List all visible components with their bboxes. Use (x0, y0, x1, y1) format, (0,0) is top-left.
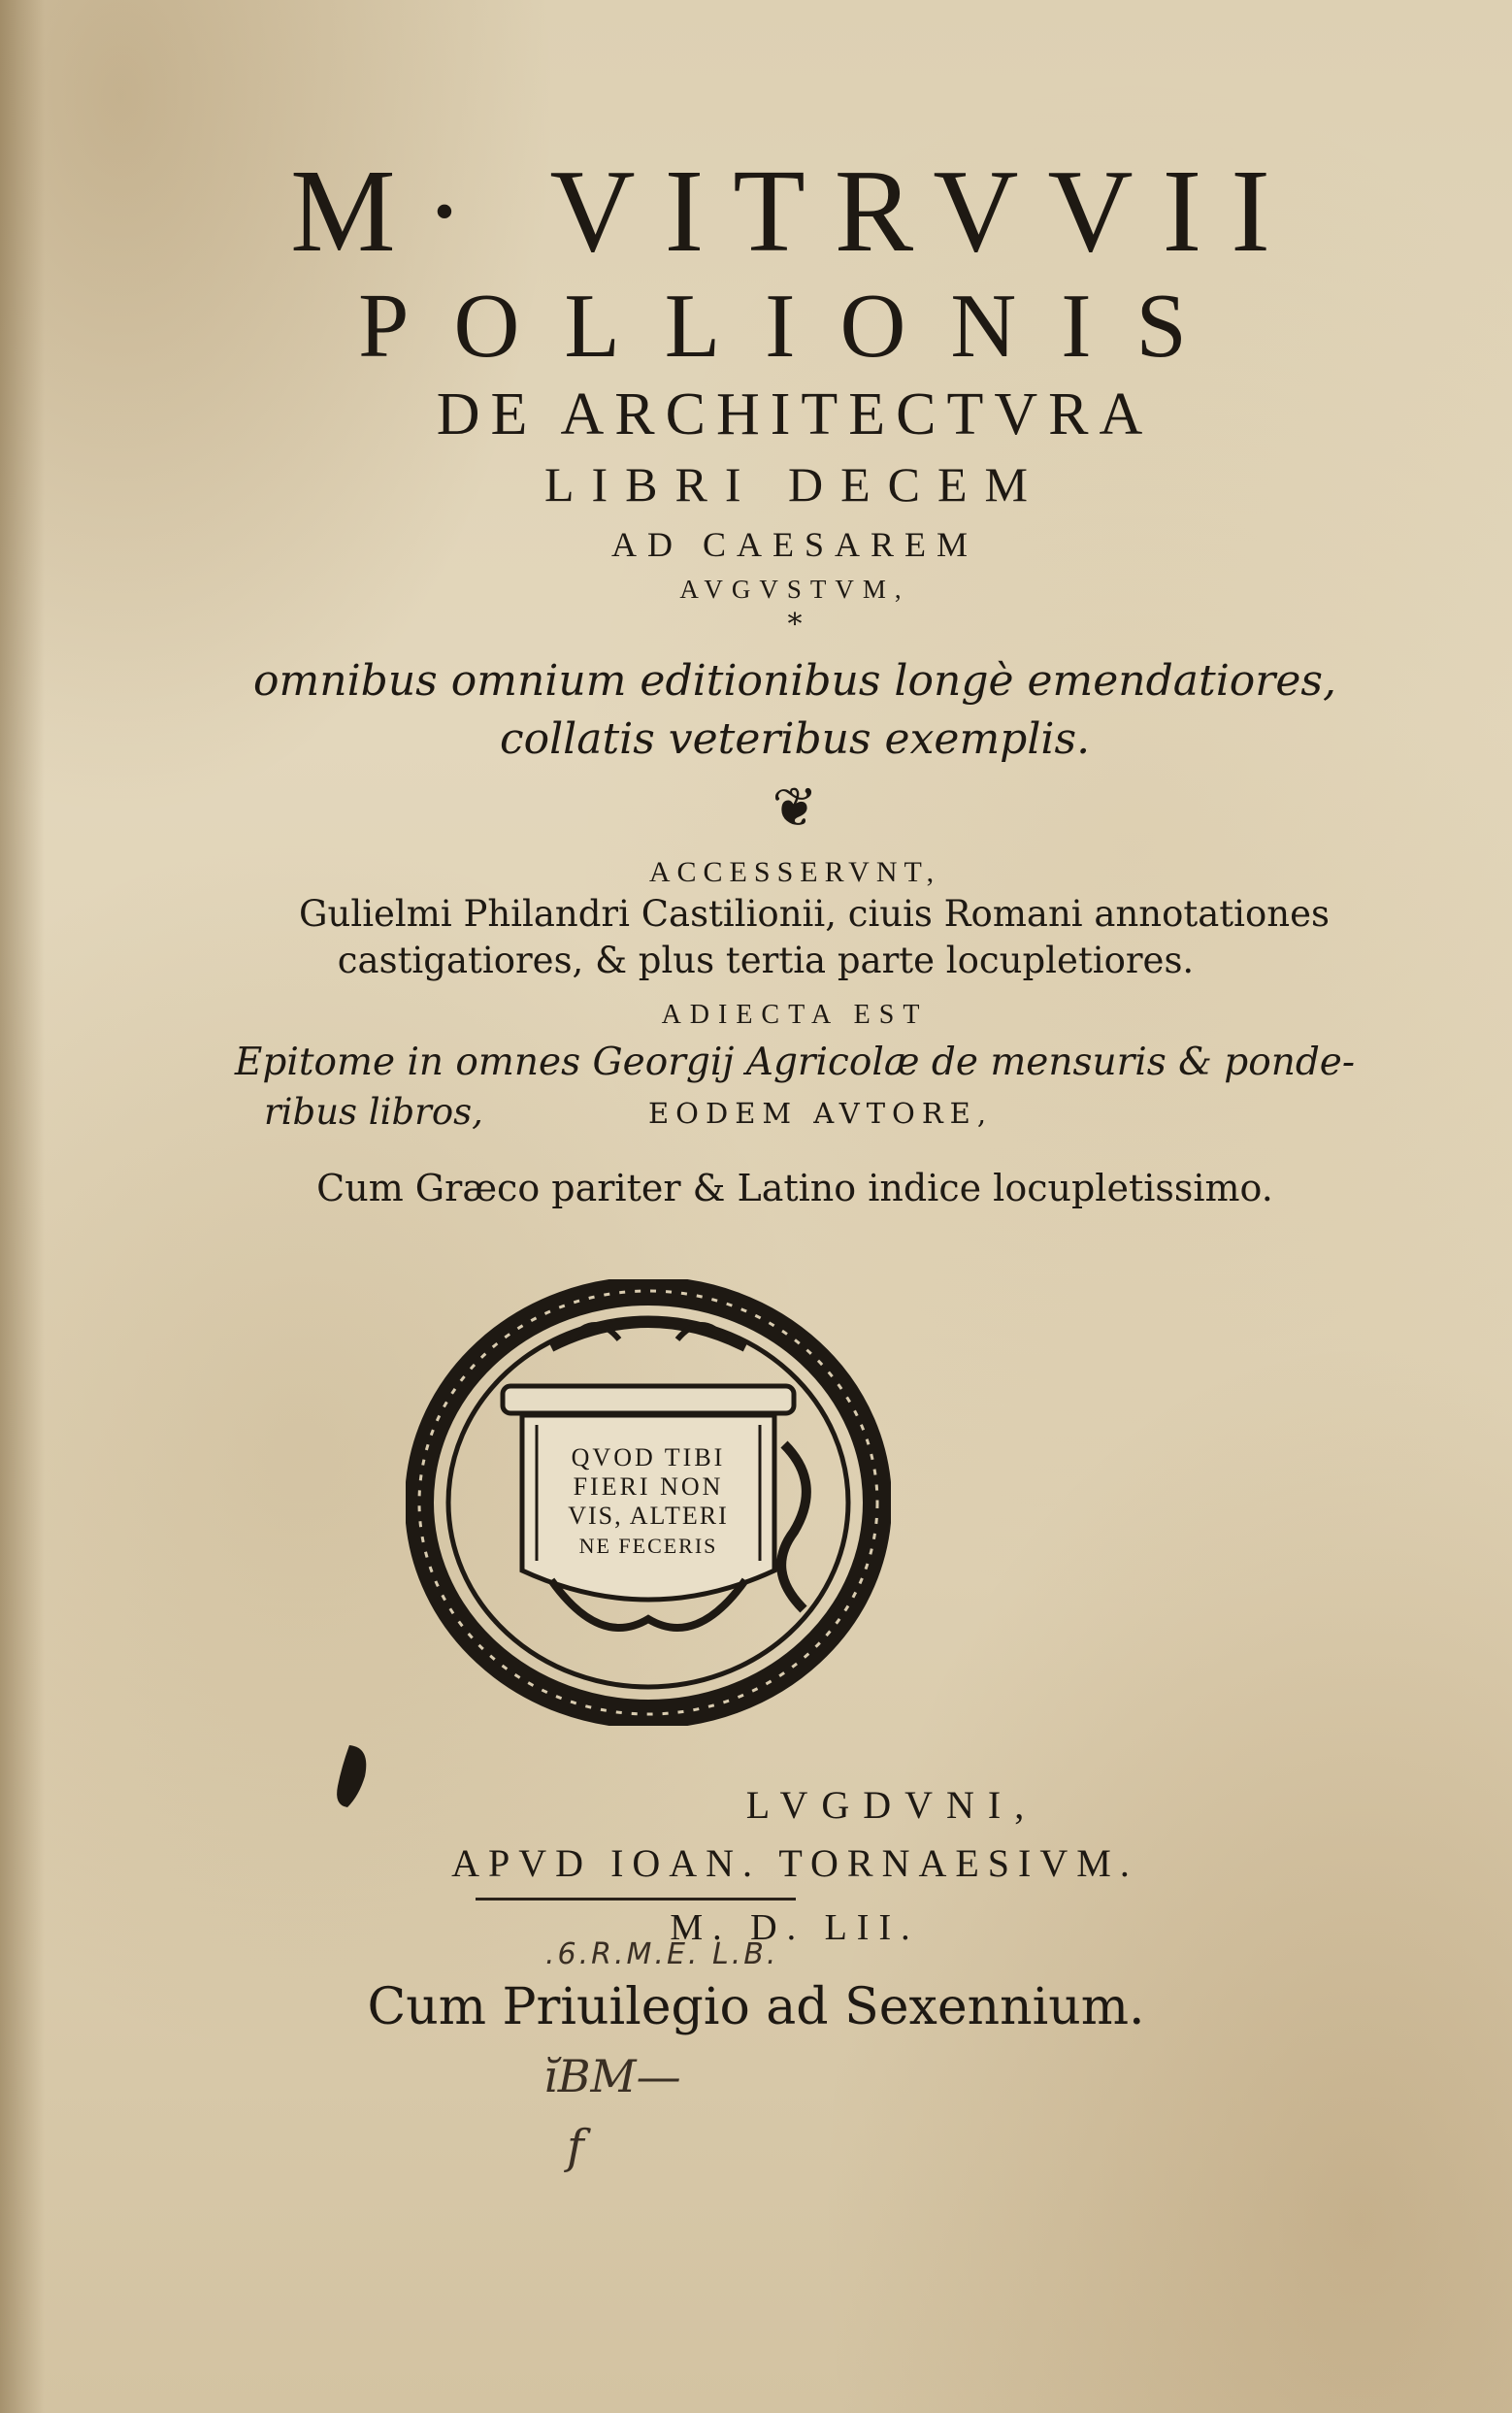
adiecta-heading: ADIECTA EST (661, 1000, 929, 1030)
serpent-tail (781, 1444, 806, 1609)
printers-device-emblem (406, 1279, 891, 1726)
accesserunt-line-1: Gulielmi Philandri Castilionii, ciuis Romani annotationes (298, 893, 1330, 935)
epitome-line-2: ribus libros, (264, 1091, 483, 1133)
fleuron-icon: ❦ (772, 777, 818, 840)
handwritten-note-2: f (567, 2120, 584, 2174)
handwritten-annotation: .6.R.M.E. L.B. (545, 1937, 779, 1971)
epitome-line-1: Epitome in omnes Georgij Agricolæ de mensuris & ponde- (234, 1041, 1356, 1084)
author-line-2: POLLIONIS (358, 276, 1232, 377)
dedication-line-2: AVGVSTVM, (679, 575, 910, 604)
accesserunt-heading: ACCESSERVNT, (648, 856, 941, 888)
imprint-year: M. D. LII. (670, 1907, 920, 1948)
privilege-line: Cum Priuilegio ad Sexennium. (367, 1978, 1145, 2036)
title-line-2: LIBRI DECEM (543, 457, 1046, 512)
subtitle-line-2: collatis veteribus exemplis. (499, 714, 1091, 764)
imprint-printer: APVD IOAN. TORNAESIVM. (451, 1841, 1138, 1885)
star-ornament: * (787, 608, 803, 642)
title-line-1: DE ARCHITECTVRA (436, 381, 1154, 447)
subtitle-line-1: omnibus omnium editionibus longè emendatiores, (253, 656, 1336, 706)
motto-line-2: FIERI NON (573, 1472, 724, 1501)
imprint-city: LVGDVNI, (745, 1783, 1038, 1827)
handwritten-note-1: ĭBM— (543, 2050, 681, 2102)
motto-line-4: NE FECERIS (578, 1534, 718, 1558)
author-line-1: M· VITRVVII (290, 146, 1299, 277)
accesserunt-line-2: castigatiores, & plus tertia parte locupletiores. (337, 940, 1195, 981)
motto-line-3: VIS, ALTERI (568, 1502, 729, 1530)
motto-line-1: QVOD TIBI (571, 1443, 726, 1471)
dedication-line-1: AD CAESAREM (610, 525, 979, 564)
imprint-divider (476, 1898, 796, 1901)
banner-top-roll (503, 1386, 794, 1413)
eodem-autore: EODEM AVTORE, (648, 1097, 994, 1130)
index-line: Cum Græco pariter & Latino indice locupletissimo. (316, 1167, 1273, 1209)
